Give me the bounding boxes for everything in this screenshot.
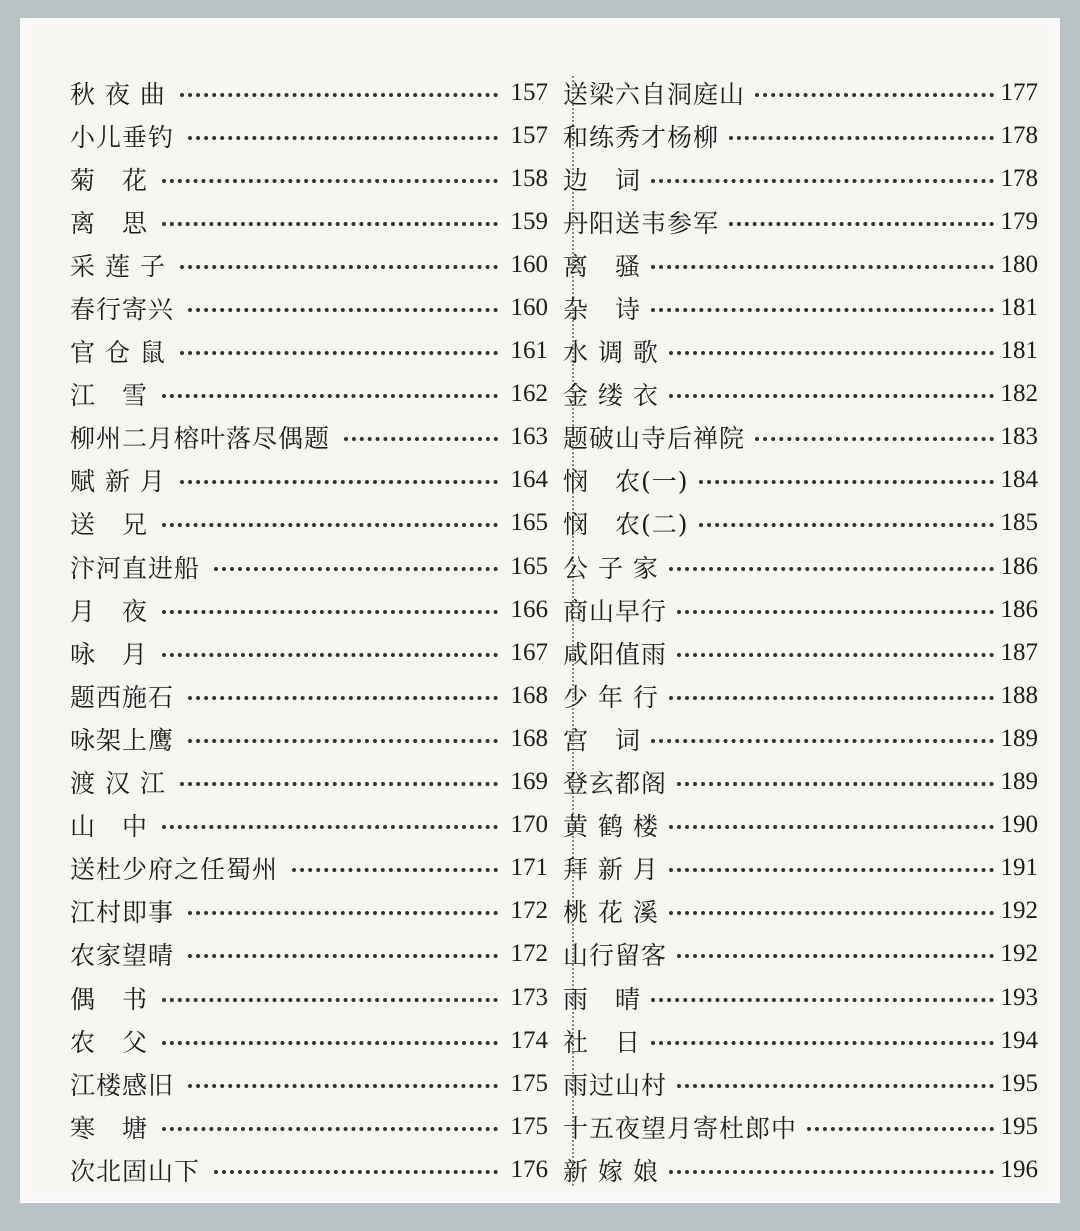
toc-entry xyxy=(563,847,1038,890)
dot-leader xyxy=(677,782,994,786)
toc-entry xyxy=(563,1105,1038,1148)
entry-page-number: 172 xyxy=(510,940,548,968)
dot-leader xyxy=(669,911,994,915)
toc-entry xyxy=(70,330,548,373)
entry-page-number: 177 xyxy=(1000,78,1038,106)
entry-title: 悯 农(一) xyxy=(563,467,689,497)
entry-title: 菊 花 xyxy=(70,165,149,195)
dot-leader xyxy=(729,136,994,140)
entry-page-number: 184 xyxy=(1000,466,1038,494)
toc-entry xyxy=(70,200,548,243)
toc-entry xyxy=(70,71,548,114)
dot-leader xyxy=(651,308,994,312)
entry-title: 丹阳送韦参军 xyxy=(563,208,720,238)
toc-entry xyxy=(563,1062,1038,1105)
toc-entry xyxy=(563,631,1038,674)
toc-entry xyxy=(70,631,548,674)
toc-entry xyxy=(70,157,548,200)
entry-page-number: 186 xyxy=(1000,595,1038,623)
dot-leader xyxy=(669,696,994,700)
entry-page-number: 185 xyxy=(1000,509,1038,537)
dot-leader xyxy=(651,1041,994,1045)
dot-leader xyxy=(162,1041,498,1045)
dot-leader xyxy=(651,179,994,183)
toc-entry xyxy=(70,674,548,717)
dot-leader xyxy=(188,739,498,743)
entry-title: 宫 词 xyxy=(563,725,642,755)
entry-page-number: 159 xyxy=(510,207,548,235)
toc-entry xyxy=(70,933,548,976)
entry-page-number: 160 xyxy=(510,294,548,322)
entry-title: 杂 诗 xyxy=(563,295,642,325)
toc-entry xyxy=(563,71,1038,114)
entry-page-number: 171 xyxy=(510,854,548,882)
dot-leader xyxy=(162,222,498,226)
entry-page-number: 195 xyxy=(1000,1069,1038,1097)
entry-page-number: 160 xyxy=(510,250,548,278)
entry-page-number: 191 xyxy=(1000,854,1038,882)
entry-page-number: 165 xyxy=(510,552,548,580)
entry-title: 官 仓 鼠 xyxy=(70,338,166,368)
dot-leader xyxy=(755,437,994,441)
entry-page-number: 183 xyxy=(1000,423,1038,451)
entry-title: 咸阳值雨 xyxy=(563,639,668,669)
toc-entry xyxy=(563,502,1038,545)
dot-leader xyxy=(344,437,498,441)
dot-leader xyxy=(669,567,994,571)
toc-entry xyxy=(563,373,1038,416)
toc-entry xyxy=(70,502,548,545)
entry-page-number: 178 xyxy=(1000,164,1038,192)
entry-title: 农 父 xyxy=(70,1027,149,1057)
entry-title: 寒 塘 xyxy=(70,1113,149,1143)
toc-entry xyxy=(563,674,1038,717)
toc-column-right xyxy=(563,71,1038,1191)
dot-leader xyxy=(162,394,498,398)
toc-entry xyxy=(563,416,1038,459)
toc-entry xyxy=(563,459,1038,502)
entry-title: 偶 书 xyxy=(70,984,149,1014)
entry-page-number: 181 xyxy=(1000,337,1038,365)
entry-page-number: 164 xyxy=(510,466,548,494)
dot-leader xyxy=(188,1084,498,1088)
dot-leader xyxy=(180,782,498,786)
entry-title: 江村即事 xyxy=(70,898,175,928)
entry-title: 送杜少府之任蜀州 xyxy=(70,855,279,885)
entry-page-number: 178 xyxy=(1000,121,1038,149)
entry-title: 新 嫁 娘 xyxy=(563,1156,659,1186)
entry-title: 江 雪 xyxy=(70,381,149,411)
dot-leader xyxy=(162,825,498,829)
toc-entry xyxy=(70,890,548,933)
dot-leader xyxy=(292,868,498,872)
toc-entry xyxy=(70,286,548,329)
dot-leader xyxy=(651,265,994,269)
entry-title: 边 词 xyxy=(563,165,642,195)
dot-leader xyxy=(162,1127,498,1131)
entry-title: 山行留客 xyxy=(563,941,668,971)
dot-leader xyxy=(162,523,498,527)
toc-entry xyxy=(563,761,1038,804)
entry-page-number: 175 xyxy=(510,1069,548,1097)
entry-title: 次北固山下 xyxy=(70,1156,201,1186)
toc-entry xyxy=(70,1019,548,1062)
dot-leader xyxy=(669,1170,994,1174)
book-page xyxy=(20,18,1060,1203)
entry-page-number: 157 xyxy=(510,78,548,106)
toc-entry xyxy=(70,804,548,847)
entry-page-number: 173 xyxy=(510,983,548,1011)
entry-page-number: 175 xyxy=(510,1112,548,1140)
dot-leader xyxy=(699,480,994,484)
entry-title: 小儿垂钓 xyxy=(70,122,175,152)
dot-leader xyxy=(651,998,994,1002)
entry-page-number: 168 xyxy=(510,724,548,752)
entry-title: 登玄都阁 xyxy=(563,769,668,799)
entry-title: 春行寄兴 xyxy=(70,295,175,325)
entry-title: 农家望晴 xyxy=(70,941,175,971)
toc-entry xyxy=(563,200,1038,243)
dot-leader xyxy=(669,394,994,398)
entry-page-number: 182 xyxy=(1000,380,1038,408)
toc-entry xyxy=(563,717,1038,760)
entry-title: 送梁六自洞庭山 xyxy=(563,79,746,109)
entry-page-number: 174 xyxy=(510,1026,548,1054)
entry-title: 公 子 家 xyxy=(563,553,659,583)
entry-page-number: 168 xyxy=(510,681,548,709)
toc-entry xyxy=(563,588,1038,631)
dot-leader xyxy=(188,308,498,312)
dot-leader xyxy=(807,1127,994,1131)
entry-title: 桃 花 溪 xyxy=(563,898,659,928)
dot-leader xyxy=(188,911,498,915)
entry-title: 咏 月 xyxy=(70,639,149,669)
entry-page-number: 163 xyxy=(510,423,548,451)
dot-leader xyxy=(180,480,498,484)
entry-page-number: 166 xyxy=(510,595,548,623)
entry-title: 水 调 歌 xyxy=(563,338,659,368)
toc-entry xyxy=(70,459,548,502)
entry-page-number: 179 xyxy=(1000,207,1038,235)
entry-page-number: 194 xyxy=(1000,1026,1038,1054)
dot-leader xyxy=(162,179,498,183)
entry-page-number: 189 xyxy=(1000,724,1038,752)
toc-entry xyxy=(563,286,1038,329)
entry-page-number: 189 xyxy=(1000,768,1038,796)
entry-page-number: 169 xyxy=(510,768,548,796)
entry-title: 赋 新 月 xyxy=(70,467,166,497)
toc-entry xyxy=(70,976,548,1019)
entry-title: 江楼感旧 xyxy=(70,1070,175,1100)
toc-entry xyxy=(70,1062,548,1105)
toc-entry xyxy=(70,847,548,890)
dot-leader xyxy=(729,222,994,226)
toc-entry xyxy=(563,330,1038,373)
entry-title: 秋 夜 曲 xyxy=(70,79,166,109)
entry-title: 离 骚 xyxy=(563,251,642,281)
dot-leader xyxy=(162,610,498,614)
dot-leader xyxy=(699,523,994,527)
entry-title: 商山早行 xyxy=(563,596,668,626)
dot-leader xyxy=(162,998,498,1002)
toc-entry xyxy=(563,114,1038,157)
entry-page-number: 167 xyxy=(510,638,548,666)
dot-leader xyxy=(180,351,498,355)
entry-page-number: 196 xyxy=(1000,1155,1038,1183)
dot-leader xyxy=(669,825,994,829)
entry-page-number: 180 xyxy=(1000,250,1038,278)
entry-title: 悯 农(二) xyxy=(563,510,689,540)
entry-title: 和练秀才杨柳 xyxy=(563,122,720,152)
entry-page-number: 158 xyxy=(510,164,548,192)
entry-title: 拜 新 月 xyxy=(563,855,659,885)
toc-entry xyxy=(70,243,548,286)
entry-page-number: 161 xyxy=(510,337,548,365)
entry-page-number: 162 xyxy=(510,380,548,408)
entry-page-number: 172 xyxy=(510,897,548,925)
toc-entry xyxy=(70,761,548,804)
dot-leader xyxy=(677,610,994,614)
entry-title: 金 缕 衣 xyxy=(563,381,659,411)
entry-title: 雨过山村 xyxy=(563,1070,668,1100)
entry-title: 送 兄 xyxy=(70,510,149,540)
toc-column-left xyxy=(70,71,548,1191)
toc-entry xyxy=(70,114,548,157)
dot-leader xyxy=(651,739,994,743)
entry-title: 十五夜望月寄杜郎中 xyxy=(563,1113,798,1143)
toc-entry xyxy=(70,717,548,760)
entry-page-number: 157 xyxy=(510,121,548,149)
entry-title: 采 莲 子 xyxy=(70,251,166,281)
entry-title: 离 思 xyxy=(70,208,149,238)
dot-leader xyxy=(677,653,994,657)
dot-leader xyxy=(214,567,498,571)
entry-title: 黄 鹤 楼 xyxy=(563,812,659,842)
entry-title: 咏架上鹰 xyxy=(70,725,175,755)
toc-entry xyxy=(70,416,548,459)
entry-title: 题西施石 xyxy=(70,682,175,712)
entry-page-number: 176 xyxy=(510,1155,548,1183)
toc-entry xyxy=(70,373,548,416)
entry-page-number: 165 xyxy=(510,509,548,537)
entry-page-number: 188 xyxy=(1000,681,1038,709)
dot-leader xyxy=(188,954,498,958)
dot-leader xyxy=(677,954,994,958)
toc-entry xyxy=(70,588,548,631)
entry-title: 渡 汉 江 xyxy=(70,769,166,799)
entry-title: 雨 晴 xyxy=(563,984,642,1014)
dot-leader xyxy=(669,351,994,355)
toc-entry xyxy=(70,1105,548,1148)
entry-title: 少 年 行 xyxy=(563,682,659,712)
entry-page-number: 193 xyxy=(1000,983,1038,1011)
dot-leader xyxy=(180,265,498,269)
entry-title: 汴河直进船 xyxy=(70,553,201,583)
entry-title: 山 中 xyxy=(70,812,149,842)
toc-entry xyxy=(563,933,1038,976)
entry-page-number: 195 xyxy=(1000,1112,1038,1140)
dot-leader xyxy=(214,1170,498,1174)
toc-entry xyxy=(563,804,1038,847)
entry-page-number: 186 xyxy=(1000,552,1038,580)
entry-page-number: 192 xyxy=(1000,940,1038,968)
toc-entry xyxy=(563,976,1038,1019)
entry-page-number: 181 xyxy=(1000,294,1038,322)
dot-leader xyxy=(677,1084,994,1088)
dot-leader xyxy=(180,93,498,97)
entry-title: 月 夜 xyxy=(70,596,149,626)
toc-entry xyxy=(70,545,548,588)
entry-page-number: 170 xyxy=(510,811,548,839)
toc-entry xyxy=(563,1019,1038,1062)
dot-leader xyxy=(188,136,498,140)
toc-entry xyxy=(563,890,1038,933)
entry-title: 社 日 xyxy=(563,1027,642,1057)
entry-page-number: 192 xyxy=(1000,897,1038,925)
toc-entry xyxy=(563,157,1038,200)
toc-entry xyxy=(563,1148,1038,1191)
toc-entry xyxy=(563,545,1038,588)
dot-leader xyxy=(188,696,498,700)
entry-page-number: 187 xyxy=(1000,638,1038,666)
dot-leader xyxy=(755,93,994,97)
toc-entry xyxy=(563,243,1038,286)
entry-page-number: 190 xyxy=(1000,811,1038,839)
entry-title: 柳州二月榕叶落尽偶题 xyxy=(70,424,331,454)
entry-title: 题破山寺后禅院 xyxy=(563,424,746,454)
toc-entry xyxy=(70,1148,548,1191)
dot-leader xyxy=(669,868,994,872)
dot-leader xyxy=(162,653,498,657)
